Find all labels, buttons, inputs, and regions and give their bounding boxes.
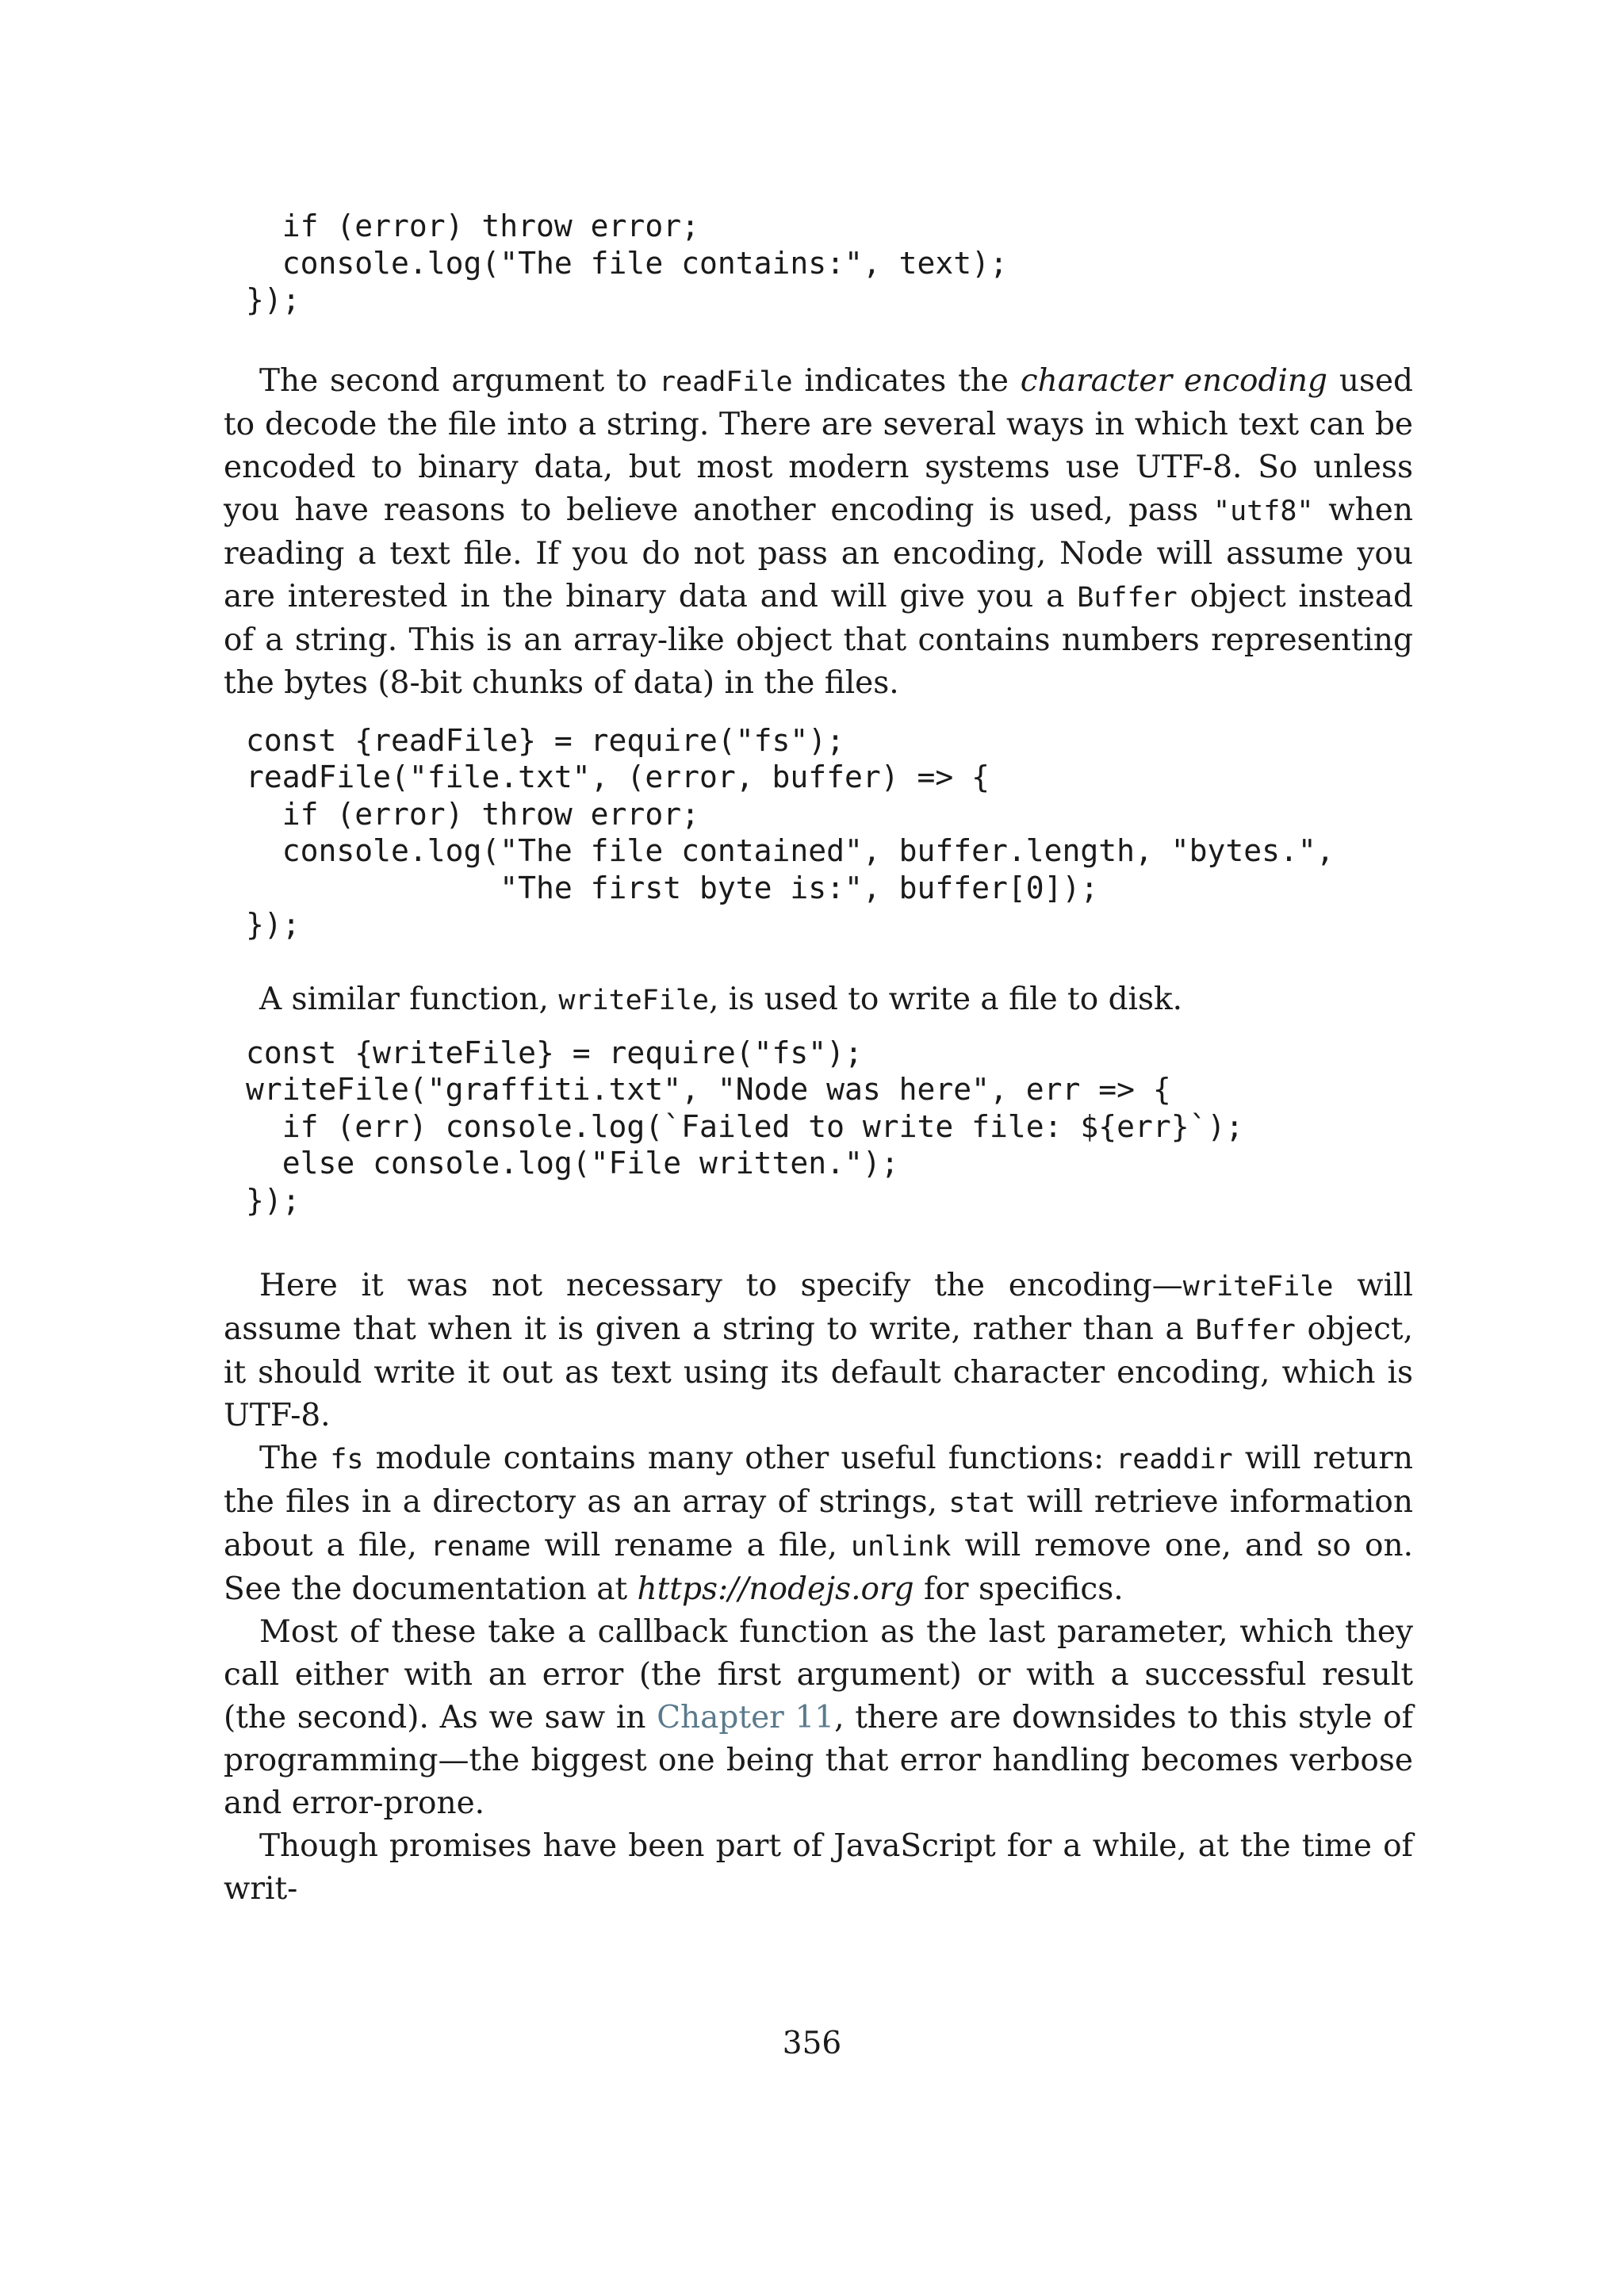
paragraph-promises: [224, 1825, 1413, 1911]
emphasis-character-encoding: character encoding: [1020, 362, 1328, 399]
text: The second argument to: [259, 362, 659, 399]
page-number: 356: [782, 2026, 842, 2061]
inline-code-readdir: readdir: [1116, 1444, 1233, 1475]
paragraph-encoding-default: [224, 1265, 1413, 1437]
paragraph-callbacks: [224, 1611, 1413, 1825]
text: module contains many other useful functions:: [363, 1441, 1116, 1476]
inline-code-writefile: writeFile: [1182, 1271, 1334, 1303]
text: Most of these take a callback function as the last parameter, which they call either with an error (the first argument) or with a successful result (the second). As we saw in: [224, 1614, 1413, 1735]
text: indicates the: [792, 362, 1021, 399]
paragraph-character-encoding: [224, 360, 1413, 705]
text: object, it should write it out as text using its default character encoding, which is UTF-8.: [224, 1311, 1413, 1433]
inline-code-buffer: Buffer: [1195, 1314, 1296, 1346]
inline-code-rename: rename: [430, 1531, 531, 1563]
text: used to decode the file into a string. There are several ways in which text can be encoded to binary data, but most modern systems use UTF-8. So unless you have reasons to believe another encoding is used, pass: [224, 362, 1414, 528]
text: when reading a text file. If you do not pass an encoding, Node will assume you are interested in the binary data and will give you a: [224, 492, 1413, 614]
text: Though promises have been part of JavaScript for a while, at the time of writ-: [224, 1828, 1413, 1907]
page-content: [224, 208, 1413, 1911]
text: will assume that when it is given a string to write, rather than a: [224, 1268, 1413, 1347]
inline-code-readfile: readFile: [658, 365, 793, 398]
code-block-writefile: const {writeFile} = require("fs"); writeFile("graffiti.txt", "Node was here", err => { if (err) console.log(`Failed to write file: ${err}`); else console.log("File written."); });: [246, 1035, 1244, 1218]
text: , is used to write a file to disk.: [708, 981, 1183, 1017]
inline-code-fs: fs: [330, 1444, 364, 1475]
inline-code-stat: stat: [948, 1487, 1016, 1519]
text: will remove one, and so on. See the documentation at: [224, 1528, 1413, 1607]
inline-code-unlink: unlink: [851, 1531, 952, 1563]
code-block-readfile-end: if (error) throw error; console.log("The file contains:", text); });: [246, 209, 1008, 317]
emphasis-nodejs-url: https://nodejs.org: [637, 1571, 914, 1607]
inline-code-buffer: Buffer: [1077, 581, 1178, 614]
text: object instead of a string. This is an array-like object that contains numbers representing the bytes (8-bit chunks of data) in the files.: [224, 578, 1413, 701]
text: will return the files in a directory as an array of strings,: [224, 1441, 1413, 1520]
paragraph-writefile-intro: [224, 978, 1413, 1022]
code-block-readfile-buffer: const {readFile} = require("fs"); readFile("file.txt", (error, buffer) => { if (error) throw error; console.log("The file contained", buffer.length, "bytes.", "The first byte is:", buffer[0]); });: [246, 722, 1335, 942]
text: A similar function,: [259, 981, 559, 1017]
inline-code-utf8: "utf8": [1213, 495, 1314, 527]
text: for specifics.: [914, 1571, 1124, 1607]
prose-section: [224, 1265, 1413, 1911]
text: will rename a file,: [530, 1528, 852, 1563]
inline-code-writefile: writeFile: [558, 984, 709, 1016]
text: , there are downsides to this style of programming—the biggest one being that error handling becomes verbose and error-prone.: [224, 1700, 1414, 1821]
text: Here it was not necessary to specify the encoding—: [259, 1268, 1183, 1303]
chapter-11-link[interactable]: Chapter 11: [657, 1700, 835, 1735]
text: The: [259, 1441, 331, 1476]
paragraph-fs-module: [224, 1437, 1413, 1611]
text: will retrieve information about a file,: [224, 1484, 1413, 1563]
